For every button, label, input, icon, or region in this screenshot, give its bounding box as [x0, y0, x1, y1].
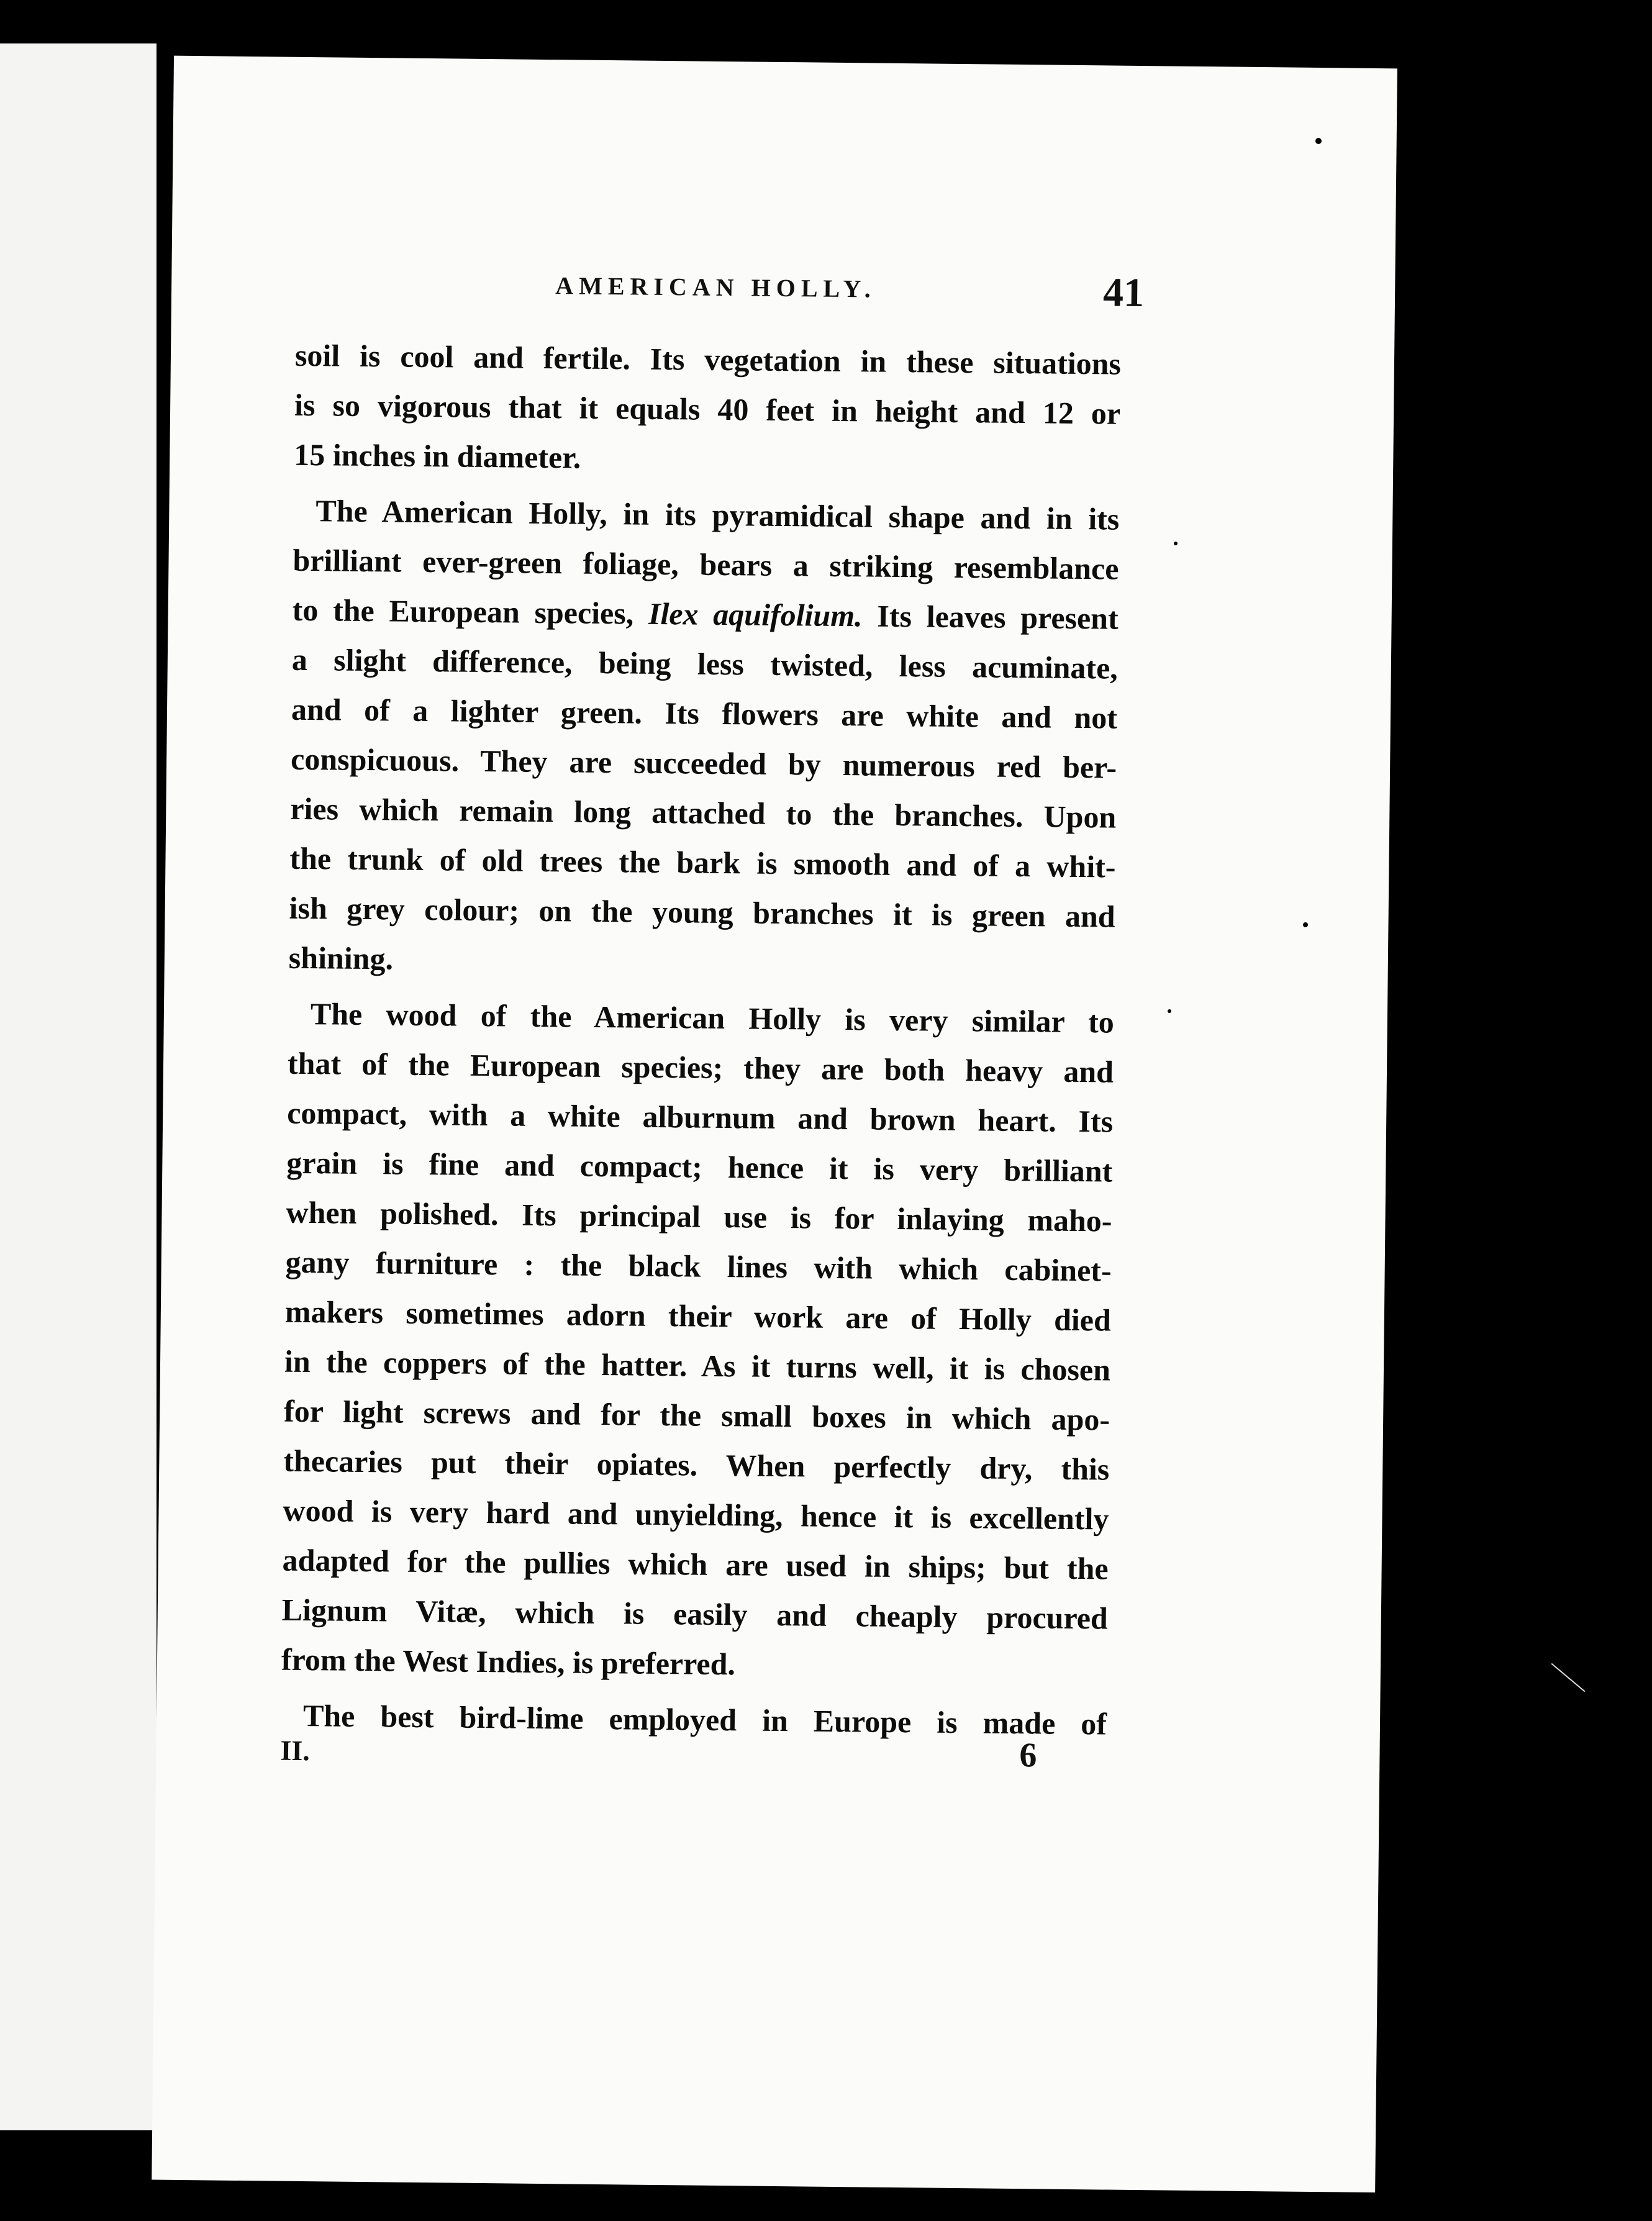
- text-line: in the coppers of the hatter. As it turns well, it is chosen: [284, 1343, 1111, 1388]
- text-line: conspicuous. They are succeeded by numerous red ber-: [290, 741, 1117, 785]
- facing-page-edge: [0, 43, 157, 2130]
- text-line: grain is fine and compact; hence it is very brilliant: [286, 1145, 1113, 1189]
- body-text: [281, 330, 1122, 1749]
- text-line: The American Holly, in its pyramidical shape and in its: [315, 493, 1120, 537]
- text-line: compact, with a white alburnum and brown heart. Its: [286, 1095, 1114, 1139]
- running-head: AMERICAN HOLLY.: [555, 271, 876, 303]
- text-line: gany furniture : the black lines with which cabinet-: [285, 1244, 1112, 1288]
- text-line: makers sometimes adorn their work are of Holly died: [284, 1294, 1112, 1338]
- dust-speck: [1315, 138, 1322, 144]
- text-line: when polished. Its principal use is for inlaying maho-: [286, 1194, 1112, 1238]
- text-line: shining.: [288, 940, 394, 976]
- paragraph: [288, 486, 1119, 991]
- dust-speck: [1168, 1009, 1171, 1013]
- text-line: the trunk of old trees the bark is smooth and of a whit-: [289, 840, 1116, 884]
- text-line: is so vigorous that it equals 40 feet in height and 12 or: [294, 387, 1121, 431]
- text-line: and of a lighter green. Its flowers are white and not: [291, 691, 1118, 735]
- text-line: brilliant ever-green foliage, bears a striking resemblance: [293, 542, 1119, 586]
- scan-scratch: [1551, 1663, 1586, 1692]
- text-line: adapted for the pullies which are used in ships; but the: [282, 1542, 1109, 1586]
- text-line: thecaries put their opiates. When perfectly dry, this: [283, 1443, 1110, 1487]
- text-line: ries which remain long attached to the branches. Upon: [290, 791, 1117, 835]
- text-line: to the European species, Ilex aquifolium. Its leaves present: [292, 592, 1119, 636]
- text-line: The best bird-lime employed in Europe is made of: [302, 1698, 1107, 1742]
- text-line: 15 inches in diameter.: [294, 437, 581, 475]
- text-line: The wood of the American Holly is very similar to: [310, 996, 1115, 1040]
- text-line: Lignum Vitæ, which is easily and cheaply procured: [281, 1592, 1109, 1636]
- text-line: for light screws and for the small boxes in which apo-: [283, 1393, 1110, 1437]
- page-header: [171, 267, 1396, 330]
- signature-label: II.: [280, 1734, 311, 1767]
- species-name: Ilex aquifolium.: [648, 596, 863, 634]
- text-line: ish grey colour; on the young branches it is green and: [289, 890, 1115, 934]
- dust-speck: [1303, 922, 1308, 927]
- text-line: a slight difference, being less twisted, less acuminate,: [291, 642, 1119, 686]
- text-line: that of the European species; they are both heavy and: [287, 1045, 1114, 1089]
- text-line: soil is cool and fertile. Its vegetation in these situations: [294, 337, 1122, 381]
- page-footer: [156, 1733, 1380, 1808]
- signature-mark: 6: [1019, 1736, 1037, 1775]
- book-page: [152, 56, 1397, 2192]
- text-line: from the West Indies, is preferred.: [281, 1642, 736, 1682]
- dust-speck: [1174, 542, 1178, 545]
- page-number: 41: [1102, 270, 1145, 316]
- paragraph: [294, 330, 1121, 488]
- paragraph: [281, 989, 1115, 1693]
- text-line: wood is very hard and unyielding, hence it is excellently: [283, 1492, 1109, 1537]
